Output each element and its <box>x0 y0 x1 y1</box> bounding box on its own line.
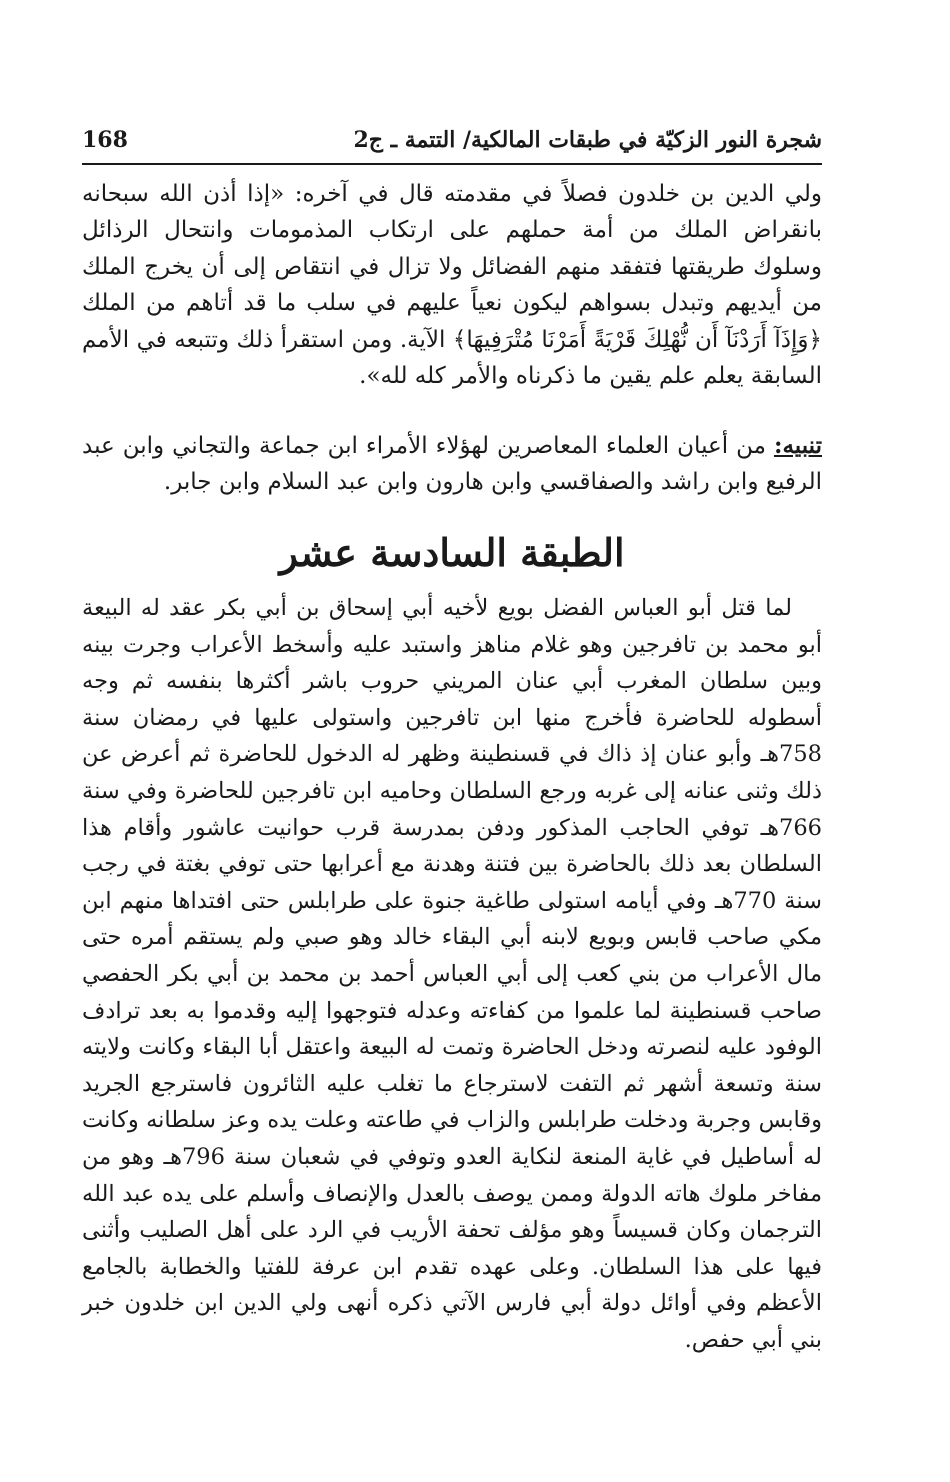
note-text: من أعيان العلماء المعاصرين لهؤلاء الأمراء ابن جماعة والتجاني وابن عبد الرفيع وابن راشد والصفاقسي وابن هارون وابن عبد السلام وابن جابر. <box>82 433 822 496</box>
note-label: تنبيه: <box>773 432 822 459</box>
section-title: الطبقة السادسة عشر <box>279 530 625 575</box>
paragraph-main: لما قتل أبو العباس الفضل بويع لأخيه أبي إسحاق بن أبي بكر عقد له البيعة أبو محمد بن تافرجين وهو غلام مناهز واستبد عليه وأسخط الأعراب وجرت بينه وبين سلطان المغرب أبي عنان المريني حروب باشر أكثرها بنفسه ثم وجه أسطوله للحاضرة فأخرج منها ابن تافرجين واستولى عليها في رمضان سنة 758هـ وأبو عنان إذ ذاك في قسنطينة وظهر له الدخول للحاضرة ثم أعرض عن ذلك وثنى عنانه إلى غربه ورجع السلطان وحاميه ابن تافرجين للحاضرة وفي سنة 766هـ توفي الحاجب المذكور ودفن بمدرسة قرب حوانيت عاشور وأقام هذا السلطان بعد ذلك بالحاضرة بين فتنة وهدنة مع أعرابها حتى توفي بغتة في رجب سنة 770هـ وفي أيامه استولى طاغية جنوة على طرابلس حتى افتداها منهم ابن مكي صاحب قابس وبويع لابنه أبي البقاء خالد وهو صبي ولم يستقم أمره حتى مال الأعراب من بني كعب إلى أبي العباس أحمد بن محمد بن أبي بكر الحفصي صاحب قسنطينة لما علموا من كفاءته وعدله فتوجهوا إليه وقدموا به بعد ترادف الوفود عليه لنصرته ودخل الحاضرة وتمت له البيعة واعتقل أبا البقاء وكانت ولايته سنة وتسعة أشهر ثم التفت لاسترجاع ما تغلب عليه الثائرون فاسترجع الجريد وقابس وجربة ودخلت طرابلس والزاب في طاعته وعلت يده وعز سلطانه وكانت له أساطيل في غاية المنعة لنكاية العدو وتوفي في شعبان سنة 796هـ وهو من مفاخر ملوك هاته الدولة وممن يوصف بالعدل والإنصاف وأسلم على يده عبد الله الترجمان وكان قسيساً وهو مؤلف تحفة الأريب في الرد على أهل الصليب وأثنى فيها على هذا السلطان. وعلى عهده تقدم ابن عرفة للفتيا والخطابة بالجامع الأعظم وفي أوائل دولة أبي فارس الآتي ذكره أنهى ولي الدين ابن خلدون خبر بني أبي حفص. <box>82 595 822 1353</box>
note-paragraph <box>82 428 822 501</box>
page-header <box>82 118 822 162</box>
running-title: شجرة النور الزكيّة في طبقات المالكية/ التتمة ـ ج2 <box>353 127 822 153</box>
header-rule <box>82 163 822 165</box>
paragraph-intro: ولي الدين بن خلدون فصلاً في مقدمته قال في آخره: «إذا أذن الله سبحانه بانقراض الملك من أمة حملهم على ارتكاب المذمومات وانتحال الرذائل وسلوك طريقتها فتفقد منهم الفضائل ولا تزال في انتقاص إلى أن يخرج الملك من أيديهم وتبدل بسواهم ليكون نعياً عليهم في سلب ما قد أتاهم من الملك ﴿وَإِذَآ أَرَدْنَآ أَن نُّهْلِكَ قَرْيَةً أَمَرْنَا مُتْرَفِيهَا﴾ الآية. ومن استقرأ ذلك وتتبعه في الأمم السابقة يعلم علم يقين ما ذكرناه والأمر كله لله». <box>82 181 822 390</box>
page-number: 168 <box>82 127 128 153</box>
